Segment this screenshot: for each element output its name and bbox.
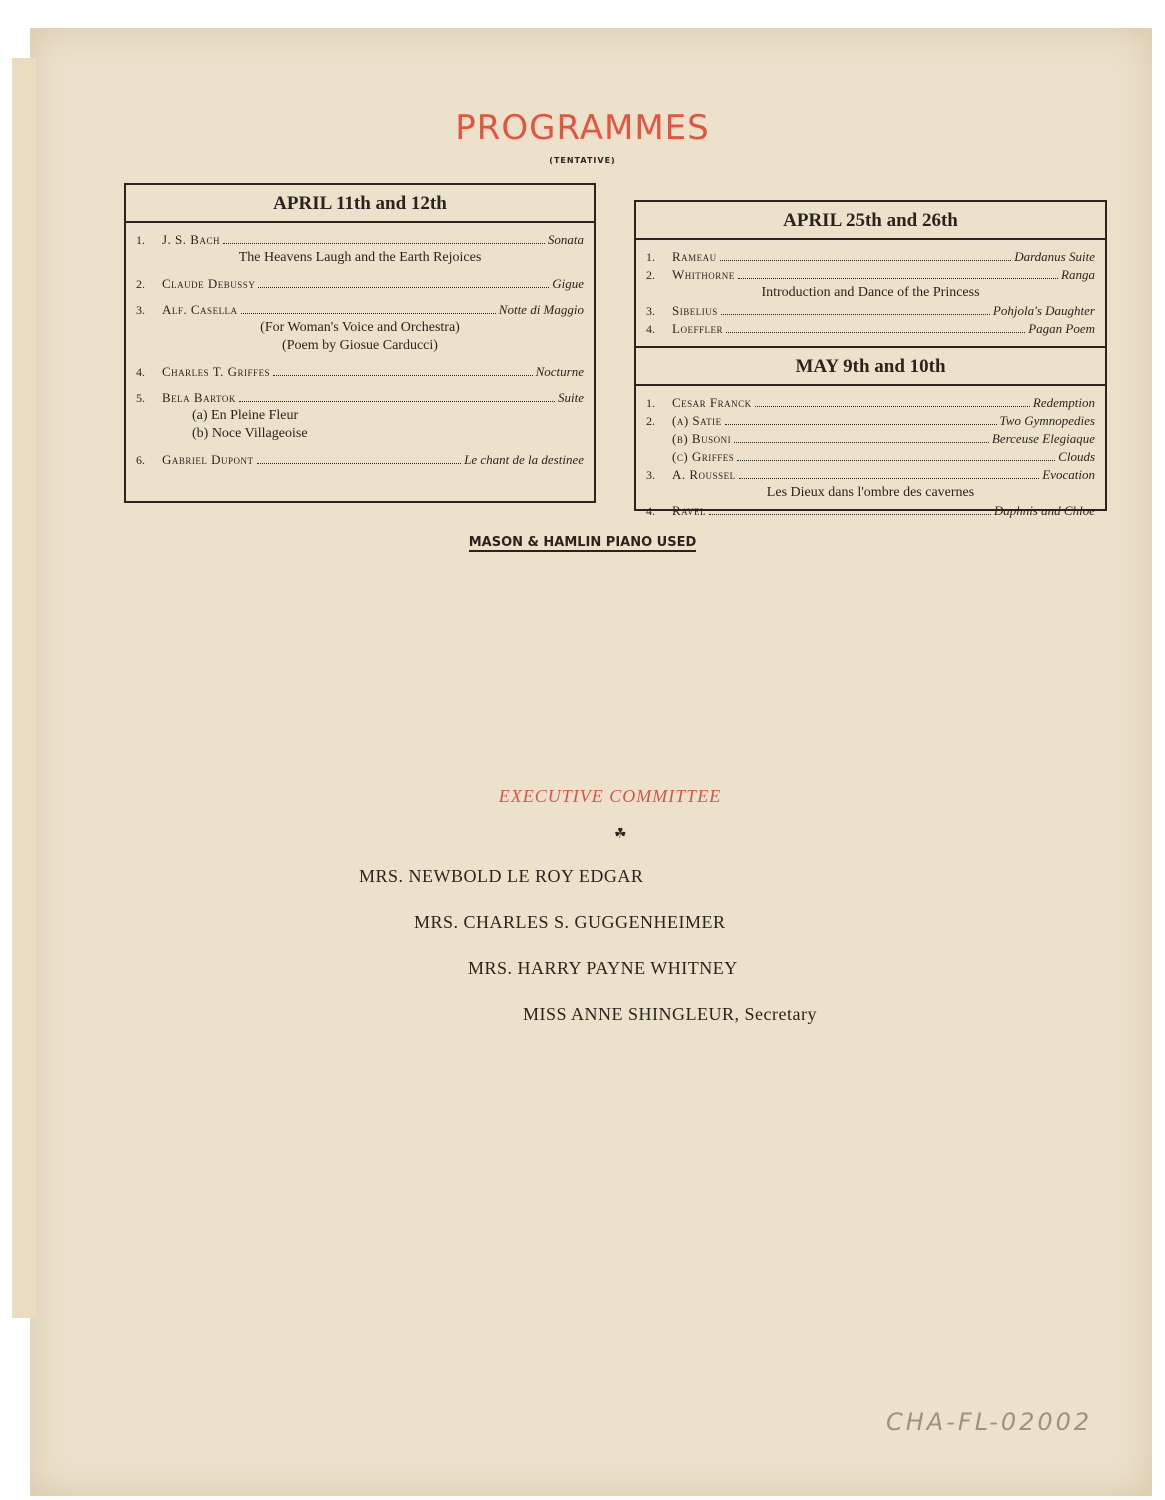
work-title: Evocation (1042, 467, 1095, 482)
composer-name: (a) Satie (672, 413, 722, 428)
work-title: Le chant de la destinee (464, 452, 584, 467)
item-subtitle: (a) En Pleine Fleur (192, 408, 299, 423)
page-title: PROGRAMMES (455, 108, 710, 148)
program-item (136, 363, 584, 381)
program-date: APRIL 11th and 12th (126, 185, 594, 223)
committee-member: MRS. HARRY PAYNE WHITNEY (468, 958, 738, 978)
program-april-11-12 (124, 183, 596, 503)
dot-leader (726, 332, 1025, 333)
program-item (136, 451, 584, 469)
dot-leader (737, 460, 1055, 461)
item-number: 2. (646, 414, 655, 428)
item-number: 4. (646, 322, 655, 336)
composer-name: Ravel (672, 503, 707, 518)
program-item (646, 248, 1095, 266)
item-number: 4. (136, 365, 145, 379)
item-subtitle: Les Dieux dans l'ombre des cavernes (766, 485, 975, 500)
program-item (646, 320, 1095, 338)
dot-leader (709, 514, 991, 515)
program-item (136, 275, 584, 293)
dot-leader (257, 463, 462, 464)
dot-leader (241, 313, 496, 314)
composer-name: A. Roussel (672, 467, 736, 482)
program-date: APRIL 25th and 26th (636, 202, 1105, 240)
program-item (136, 301, 584, 319)
item-number: 1. (646, 396, 655, 410)
dot-leader (738, 278, 1058, 279)
dot-leader (239, 401, 555, 402)
composer-name: Charles T. Griffes (162, 364, 271, 379)
item-subtitle: (Poem by Giosue Carducci) (282, 338, 438, 353)
work-title: Redemption (1032, 395, 1095, 410)
dot-leader (273, 375, 533, 376)
composer-name: Alf. Casella (162, 302, 238, 317)
composer-name: Loeffler (672, 321, 723, 336)
program-item (646, 412, 1095, 430)
item-number: 1. (136, 233, 145, 247)
committee-member: MISS ANNE SHINGLEUR, Secretary (523, 1004, 817, 1024)
composer-name: Gabriel Dupont (162, 452, 254, 467)
work-title: Gigue (552, 276, 584, 291)
item-subtitle: (For Woman's Voice and Orchestra) (260, 320, 460, 335)
item-subtitle: (b) Noce Villageoise (192, 426, 308, 441)
dot-leader (258, 287, 549, 288)
work-title: Ranga (1061, 267, 1095, 282)
dot-leader (720, 260, 1012, 261)
item-number: 3. (136, 303, 145, 317)
item-number: 5. (136, 391, 145, 405)
item-subtitle: The Heavens Laugh and the Earth Rejoices (238, 250, 482, 265)
composer-name: Cesar Franck (672, 395, 752, 410)
clover-ornament-icon: ☘ (614, 827, 627, 842)
committee-heading: EXECUTIVE COMMITTEE (498, 786, 722, 806)
item-number: 3. (646, 468, 655, 482)
work-title: Daphnis and Chloe (993, 503, 1095, 518)
composer-name: Rameau (672, 249, 717, 264)
committee-member: MRS. CHARLES S. GUGGENHEIMER (414, 912, 726, 932)
composer-name: J. S. Bach (162, 232, 220, 247)
dot-leader (721, 314, 990, 315)
dot-leader (223, 243, 545, 244)
composer-name: Sibelius (672, 303, 718, 318)
piano-note: MASON & HAMLIN PIANO USED (468, 535, 697, 550)
program-item (646, 266, 1095, 284)
dot-leader (739, 478, 1040, 479)
composer-name: Bela Bartok (162, 390, 236, 405)
program-item (646, 394, 1095, 412)
item-number: 6. (136, 453, 145, 467)
work-title: Notte di Maggio (498, 302, 584, 317)
item-number: 2. (136, 277, 145, 291)
composer-name: (b) Busoni (672, 431, 732, 446)
work-title: Clouds (1058, 449, 1095, 464)
committee-member: MRS. NEWBOLD LE ROY EDGAR (359, 866, 644, 886)
work-title: Dardanus Suite (1014, 249, 1095, 264)
program-item (646, 430, 1095, 448)
item-subtitle: Introduction and Dance of the Princess (761, 285, 980, 300)
item-number: 1. (646, 250, 655, 264)
program-item (646, 502, 1095, 520)
work-title: Berceuse Elegiaque (991, 431, 1095, 446)
composer-name: Claude Debussy (162, 276, 256, 291)
program-date: MAY 9th and 10th (636, 346, 1105, 386)
work-title: Sonata (547, 232, 584, 247)
program-item (136, 231, 584, 249)
work-title: Pagan Poem (1028, 321, 1095, 336)
program-right-column (634, 200, 1107, 518)
item-number: 2. (646, 268, 655, 282)
item-number: 4. (646, 504, 655, 518)
program-item (646, 448, 1095, 466)
item-number: 3. (646, 304, 655, 318)
catalog-number: CHA-FL-02002 (886, 1408, 1093, 1436)
program-item (646, 302, 1095, 320)
dot-leader (725, 424, 997, 425)
dot-leader (755, 406, 1030, 407)
dot-leader (734, 442, 989, 443)
work-title: Pohjola's Daughter (992, 303, 1095, 318)
program-item (646, 466, 1095, 484)
work-title: Nocturne (535, 364, 584, 379)
work-title: Two Gymnopedies (999, 413, 1095, 428)
page-subtitle: (TENTATIVE) (549, 156, 616, 165)
work-title: Suite (558, 390, 584, 405)
composer-name: (c) Griffes (672, 449, 735, 464)
composer-name: Whithorne (672, 267, 735, 282)
program-item (136, 389, 584, 407)
